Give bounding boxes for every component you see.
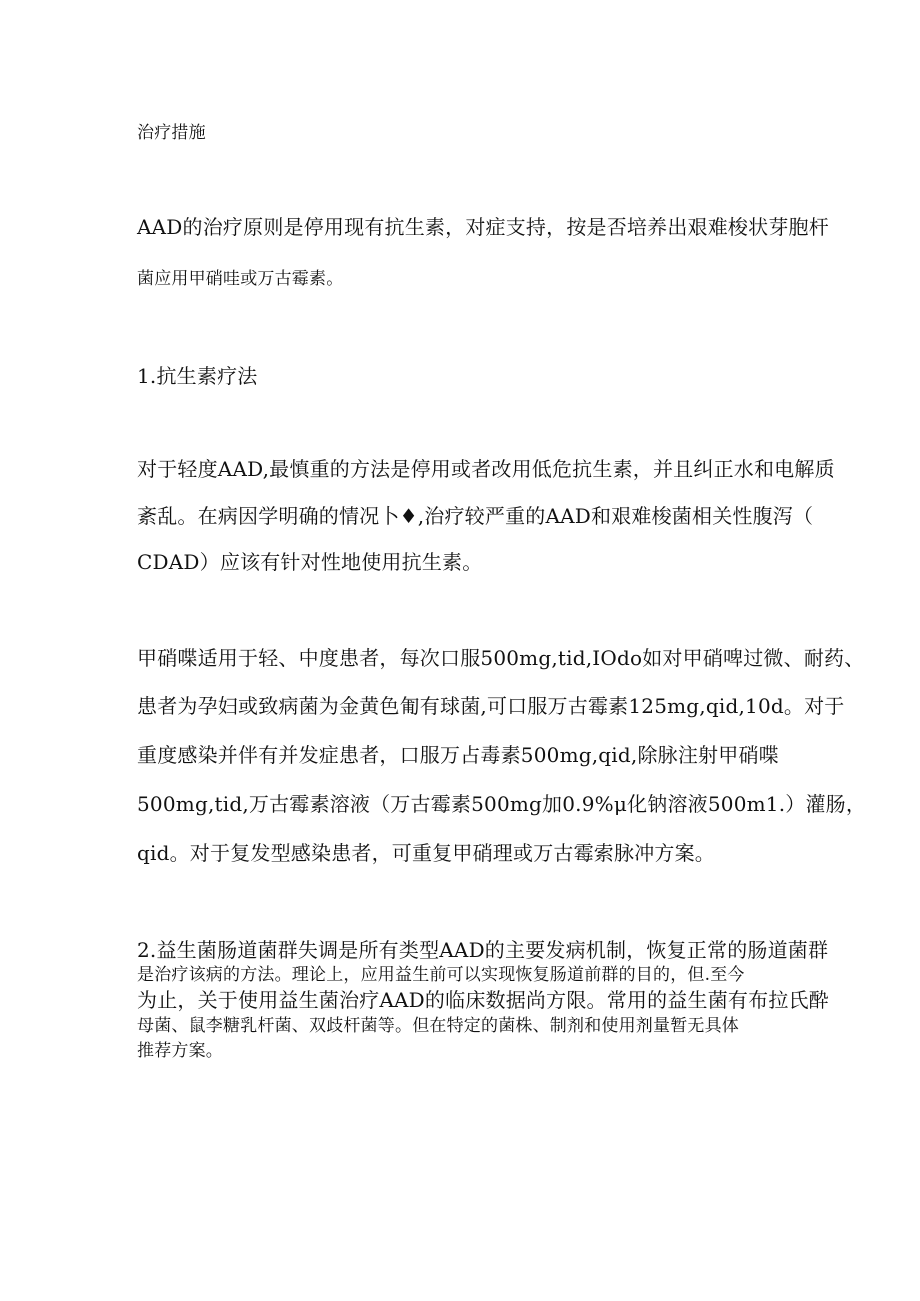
section1-title: 1.抗生素疗法	[137, 364, 258, 388]
section1-para1-line-1: 对于轻度AAD,最慎重的方法是停用或者改用低危抗生素，并且纠正水和电解质	[137, 457, 835, 481]
section1-para2-line-3: 重度感染并伴有并发症患者，口服万占毒素500mg,qid,除脉注射甲硝喋	[137, 743, 779, 767]
section2-line-1: 2.益生菌肠道菌群失调是所有类型AAD的主要发病机制，恢复正常的肠道菌群	[137, 938, 829, 962]
intro-line-1: AAD的治疗原则是停用现有抗生素，对症支持，按是否培养出艰难梭状芽胞杆	[137, 215, 829, 239]
section2-line-4: 母菌、鼠李糖乳杆菌、双歧杆菌等。但在特定的菌株、制剂和使用剂量暂无具体	[137, 1016, 739, 1036]
section2-line-5: 推荐方案。	[137, 1041, 223, 1061]
section2-line-3: 为止，关于使用益生菌治疗AAD的临床数据尚方限。常用的益生菌有布拉氏酔	[137, 988, 829, 1012]
section1-para2-line-2: 患者为孕妇或致病菌为金黄色匍有球菌,可口服万古霉素125mg,qid,10d。对于	[137, 694, 845, 718]
intro-line-2: 菌应用甲硝哇或万古霉素。	[137, 269, 344, 289]
section1-para2-line-4: 500mg,tid,万古霉素溶液（万古霉素500mg加0.9%μ化钠溶液500m1.）灌肠，	[137, 792, 867, 816]
section2-line-2: 是治疗该病的方法。理论上，应用益生前可以实现恢复肠道前群的目的，但.至今	[137, 965, 745, 985]
section1-para2-line-5: qid。对于复发型感染患者，可重复甲硝理或万古霉索脉冲方案。	[137, 841, 716, 865]
section1-para1-line-2: 紊乱。在病因学明确的情况卜♦,治疗较严重的AAD和艰难梭菌相关性腹泻（	[137, 504, 814, 528]
document-heading: 治疗措施	[137, 123, 206, 143]
section1-para1-line-3: CDAD）应该有针对性地使用抗生素。	[137, 550, 483, 574]
section1-para2-line-1: 甲硝喋适用于轻、中度患者，每次口服500mg,tid,IOdo如对甲硝啤过微、耐药、	[137, 646, 865, 670]
